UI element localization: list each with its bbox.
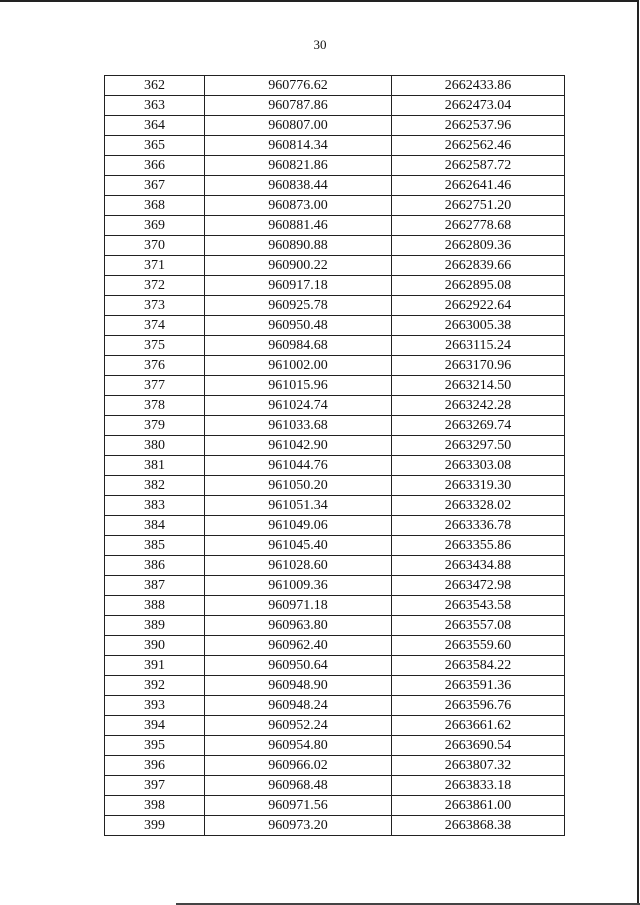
y-coordinate-cell: 2663559.60 (392, 636, 565, 656)
point-number-cell: 389 (105, 616, 205, 636)
point-number-cell: 399 (105, 816, 205, 836)
point-number-cell: 397 (105, 776, 205, 796)
y-coordinate-cell: 2662473.04 (392, 96, 565, 116)
y-coordinate-cell: 2662562.46 (392, 136, 565, 156)
point-number-cell: 366 (105, 156, 205, 176)
table-row (105, 476, 565, 496)
point-number-cell: 396 (105, 756, 205, 776)
table-row (105, 216, 565, 236)
table-row (105, 676, 565, 696)
table-row (105, 196, 565, 216)
point-number-cell: 362 (105, 76, 205, 96)
point-number-cell: 395 (105, 736, 205, 756)
x-coordinate-cell: 960963.80 (205, 616, 392, 636)
point-number-cell: 392 (105, 676, 205, 696)
y-coordinate-cell: 2663557.08 (392, 616, 565, 636)
table-row (105, 336, 565, 356)
y-coordinate-cell: 2663336.78 (392, 516, 565, 536)
y-coordinate-cell: 2662641.46 (392, 176, 565, 196)
y-coordinate-cell: 2663269.74 (392, 416, 565, 436)
x-coordinate-cell: 961044.76 (205, 456, 392, 476)
y-coordinate-cell: 2663319.30 (392, 476, 565, 496)
x-coordinate-cell: 961045.40 (205, 536, 392, 556)
y-coordinate-cell: 2663303.08 (392, 456, 565, 476)
x-coordinate-cell: 960950.48 (205, 316, 392, 336)
y-coordinate-cell: 2662895.08 (392, 276, 565, 296)
coordinates-table-body (105, 76, 565, 836)
table-row (105, 736, 565, 756)
point-number-cell: 365 (105, 136, 205, 156)
point-number-cell: 373 (105, 296, 205, 316)
x-coordinate-cell: 960821.86 (205, 156, 392, 176)
point-number-cell: 363 (105, 96, 205, 116)
point-number-cell: 381 (105, 456, 205, 476)
y-coordinate-cell: 2663472.98 (392, 576, 565, 596)
table-row (105, 396, 565, 416)
y-coordinate-cell: 2662922.64 (392, 296, 565, 316)
x-coordinate-cell: 961033.68 (205, 416, 392, 436)
point-number-cell: 394 (105, 716, 205, 736)
x-coordinate-cell: 961009.36 (205, 576, 392, 596)
point-number-cell: 369 (105, 216, 205, 236)
table-row (105, 296, 565, 316)
point-number-cell: 384 (105, 516, 205, 536)
y-coordinate-cell: 2663297.50 (392, 436, 565, 456)
x-coordinate-cell: 960948.90 (205, 676, 392, 696)
point-number-cell: 370 (105, 236, 205, 256)
y-coordinate-cell: 2663868.38 (392, 816, 565, 836)
table-row (105, 256, 565, 276)
point-number-cell: 380 (105, 436, 205, 456)
y-coordinate-cell: 2663596.76 (392, 696, 565, 716)
table-row (105, 276, 565, 296)
table-row (105, 776, 565, 796)
point-number-cell: 372 (105, 276, 205, 296)
point-number-cell: 387 (105, 576, 205, 596)
y-coordinate-cell: 2663690.54 (392, 736, 565, 756)
y-coordinate-cell: 2662809.36 (392, 236, 565, 256)
y-coordinate-cell: 2663355.86 (392, 536, 565, 556)
table-row (105, 76, 565, 96)
point-number-cell: 379 (105, 416, 205, 436)
table-row (105, 816, 565, 836)
point-number-cell: 385 (105, 536, 205, 556)
x-coordinate-cell: 960971.56 (205, 796, 392, 816)
point-number-cell: 382 (105, 476, 205, 496)
table-row (105, 96, 565, 116)
table-row (105, 576, 565, 596)
coordinates-table (104, 75, 565, 836)
x-coordinate-cell: 960954.80 (205, 736, 392, 756)
y-coordinate-cell: 2663584.22 (392, 656, 565, 676)
table-row (105, 356, 565, 376)
point-number-cell: 377 (105, 376, 205, 396)
table-row (105, 236, 565, 256)
table-row (105, 456, 565, 476)
table-row (105, 796, 565, 816)
x-coordinate-cell: 961042.90 (205, 436, 392, 456)
point-number-cell: 368 (105, 196, 205, 216)
y-coordinate-cell: 2663661.62 (392, 716, 565, 736)
x-coordinate-cell: 960968.48 (205, 776, 392, 796)
y-coordinate-cell: 2663833.18 (392, 776, 565, 796)
point-number-cell: 376 (105, 356, 205, 376)
x-coordinate-cell: 961049.06 (205, 516, 392, 536)
table-row (105, 496, 565, 516)
table-row (105, 176, 565, 196)
x-coordinate-cell: 960925.78 (205, 296, 392, 316)
x-coordinate-cell: 961051.34 (205, 496, 392, 516)
y-coordinate-cell: 2663861.00 (392, 796, 565, 816)
point-number-cell: 364 (105, 116, 205, 136)
x-coordinate-cell: 960966.02 (205, 756, 392, 776)
x-coordinate-cell: 960971.18 (205, 596, 392, 616)
table-row (105, 696, 565, 716)
x-coordinate-cell: 960787.86 (205, 96, 392, 116)
y-coordinate-cell: 2663214.50 (392, 376, 565, 396)
x-coordinate-cell: 960881.46 (205, 216, 392, 236)
point-number-cell: 367 (105, 176, 205, 196)
table-row (105, 656, 565, 676)
y-coordinate-cell: 2662778.68 (392, 216, 565, 236)
x-coordinate-cell: 960973.20 (205, 816, 392, 836)
x-coordinate-cell: 960917.18 (205, 276, 392, 296)
x-coordinate-cell: 960838.44 (205, 176, 392, 196)
point-number-cell: 386 (105, 556, 205, 576)
table-row (105, 116, 565, 136)
page-number: 30 (313, 37, 327, 52)
x-coordinate-cell: 960950.64 (205, 656, 392, 676)
point-number-cell: 383 (105, 496, 205, 516)
x-coordinate-cell: 960948.24 (205, 696, 392, 716)
x-coordinate-cell: 960807.00 (205, 116, 392, 136)
table-row (105, 436, 565, 456)
x-coordinate-cell: 961002.00 (205, 356, 392, 376)
y-coordinate-cell: 2663005.38 (392, 316, 565, 336)
point-number-cell: 374 (105, 316, 205, 336)
y-coordinate-cell: 2662751.20 (392, 196, 565, 216)
y-coordinate-cell: 2663543.58 (392, 596, 565, 616)
table-row (105, 636, 565, 656)
x-coordinate-cell: 960814.34 (205, 136, 392, 156)
table-row (105, 136, 565, 156)
table-row (105, 556, 565, 576)
x-coordinate-cell: 961050.20 (205, 476, 392, 496)
point-number-cell: 398 (105, 796, 205, 816)
x-coordinate-cell: 961015.96 (205, 376, 392, 396)
table-row (105, 596, 565, 616)
table-row (105, 516, 565, 536)
point-number-cell: 371 (105, 256, 205, 276)
y-coordinate-cell: 2662433.86 (392, 76, 565, 96)
point-number-cell: 378 (105, 396, 205, 416)
y-coordinate-cell: 2662587.72 (392, 156, 565, 176)
x-coordinate-cell: 960776.62 (205, 76, 392, 96)
y-coordinate-cell: 2663328.02 (392, 496, 565, 516)
point-number-cell: 375 (105, 336, 205, 356)
y-coordinate-cell: 2663170.96 (392, 356, 565, 376)
table-row (105, 376, 565, 396)
table-row (105, 156, 565, 176)
point-number-cell: 391 (105, 656, 205, 676)
page-border-right (637, 0, 639, 905)
table-row (105, 316, 565, 336)
y-coordinate-cell: 2663434.88 (392, 556, 565, 576)
x-coordinate-cell: 961028.60 (205, 556, 392, 576)
x-coordinate-cell: 960952.24 (205, 716, 392, 736)
x-coordinate-cell: 960900.22 (205, 256, 392, 276)
x-coordinate-cell: 960984.68 (205, 336, 392, 356)
table-row (105, 756, 565, 776)
x-coordinate-cell: 960890.88 (205, 236, 392, 256)
y-coordinate-cell: 2663115.24 (392, 336, 565, 356)
y-coordinate-cell: 2663242.28 (392, 396, 565, 416)
x-coordinate-cell: 960962.40 (205, 636, 392, 656)
x-coordinate-cell: 960873.00 (205, 196, 392, 216)
point-number-cell: 388 (105, 596, 205, 616)
point-number-cell: 390 (105, 636, 205, 656)
y-coordinate-cell: 2663807.32 (392, 756, 565, 776)
x-coordinate-cell: 961024.74 (205, 396, 392, 416)
y-coordinate-cell: 2662537.96 (392, 116, 565, 136)
y-coordinate-cell: 2663591.36 (392, 676, 565, 696)
table-row (105, 416, 565, 436)
page-border-top (0, 0, 638, 2)
table-row (105, 616, 565, 636)
table-row (105, 716, 565, 736)
table-row (105, 536, 565, 556)
point-number-cell: 393 (105, 696, 205, 716)
y-coordinate-cell: 2662839.66 (392, 256, 565, 276)
